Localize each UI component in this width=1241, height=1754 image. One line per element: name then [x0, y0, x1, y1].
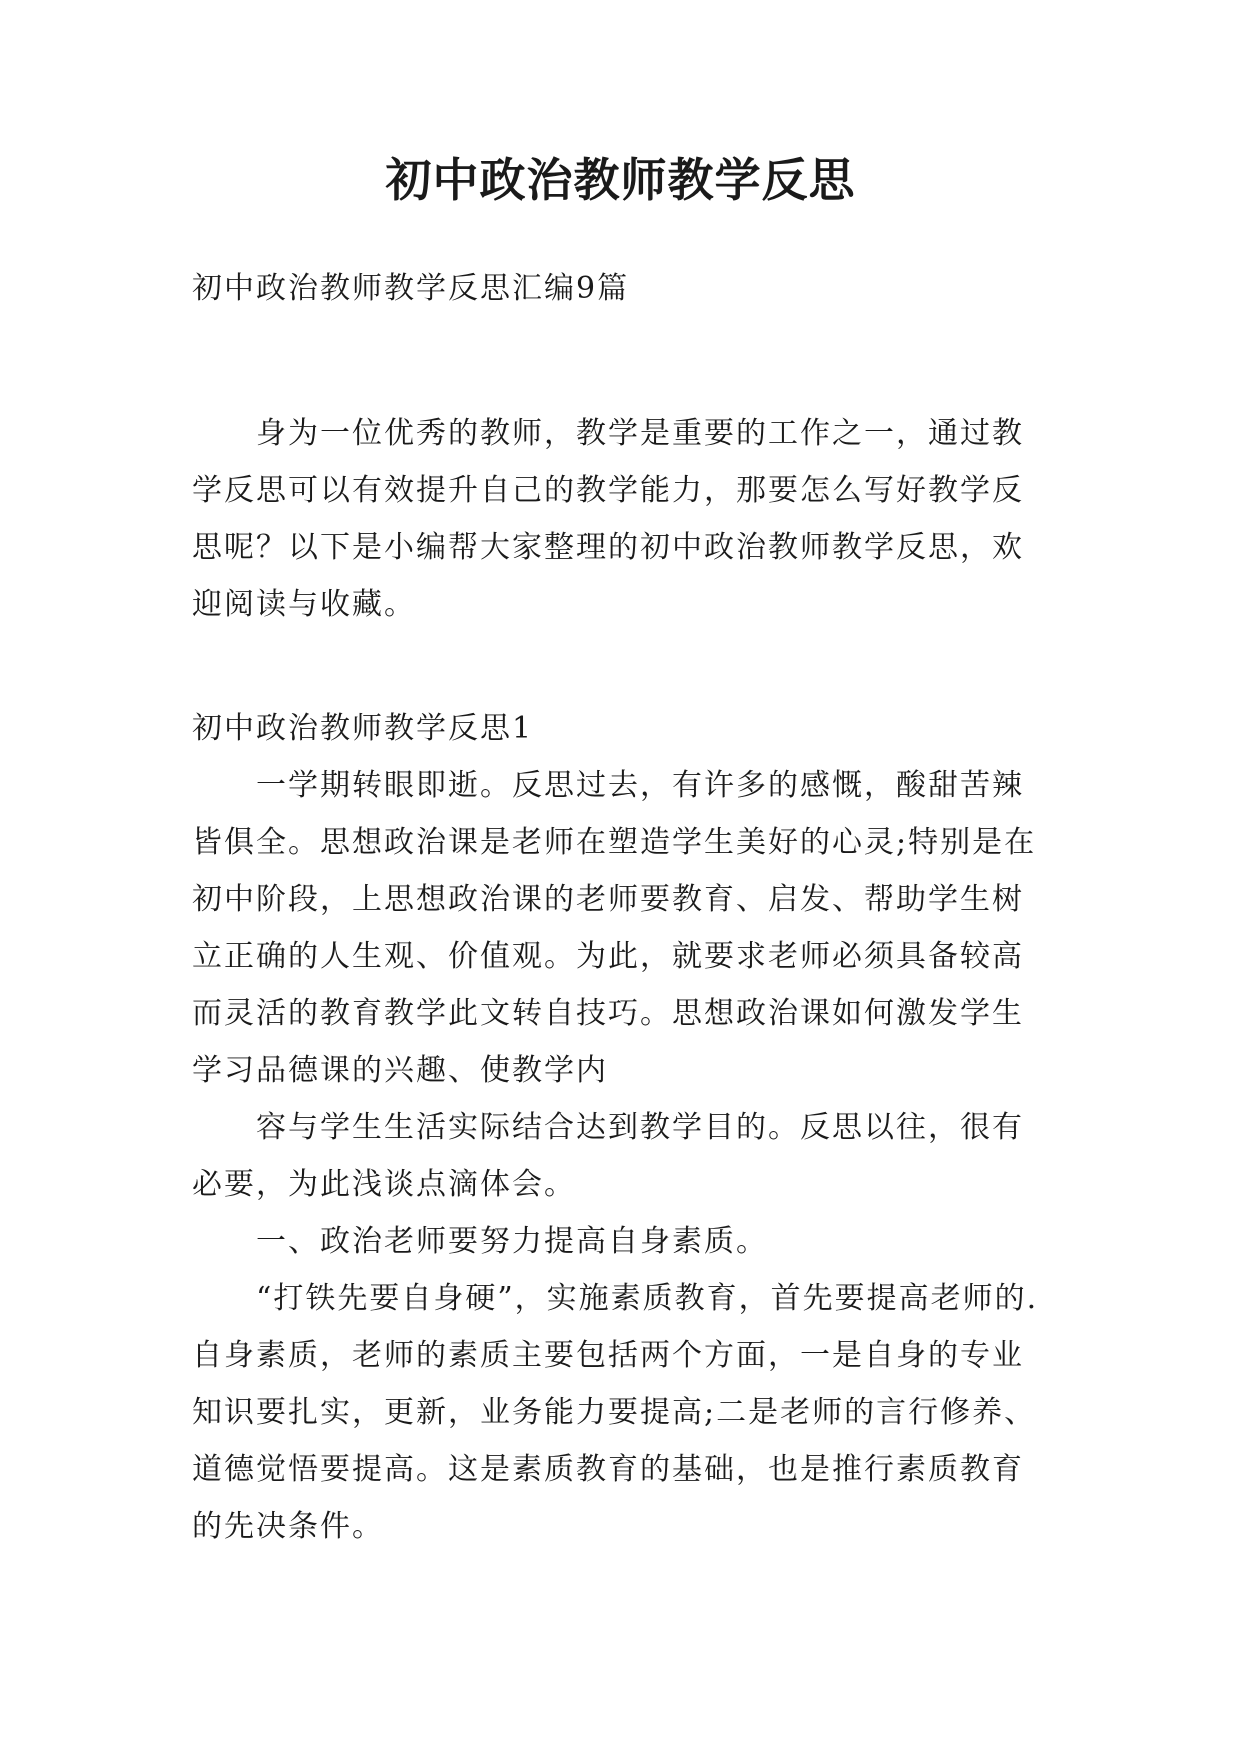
document-title: 初中政治教师教学反思: [385, 153, 856, 207]
document-subtitle: [192, 260, 1052, 317]
intro-paragraph: 身为一位优秀的教师，教学是重要的工作之一，通过教学反思可以有效提升自己的教学能力，那要怎么写好教学反思呢？以下是小编帮大家整理的初中政治教师教学反思，欢迎阅读与收藏。: [192, 416, 1024, 622]
subtitle-text: 初中政治教师教学反思汇编9篇: [192, 271, 630, 306]
section-1-paragraph-3: 一、政治老师要努力提高自身素质。: [256, 1224, 768, 1259]
section-1-paragraph-1: 一学期转眼即逝。反思过去，有许多的感慨，酸甜苦辣皆俱全。思想政治课是老师在塑造学生美好的心灵;特别是在初中阶段，上思想政治课的老师要教育、启发、帮助学生树立正确的人生观、价值观。为此，就要求老师必须具备较高而灵活的教育教学此文转自技巧。思想政治课如何激发学生学习品德课的兴趣、使教学内: [192, 768, 1037, 1088]
section-1-paragraph-2: 容与学生生活实际结合达到教学目的。反思以往，很有必要，为此浅谈点滴体会。: [192, 1110, 1024, 1202]
section-1-heading: 初中政治教师教学反思1: [192, 711, 534, 746]
section-1: [192, 700, 1052, 1555]
section-1-paragraph-4: “打铁先要自身硬”，实施素质教育，首先要提高老师的.自身素质，老师的素质主要包括两个方面，一是自身的专业知识要扎实，更新，业务能力要提高;二是老师的言行修养、道德觉悟要提高。这是素质教育的基础，也是推行素质教育的先决条件。: [192, 1281, 1039, 1544]
intro-block: [192, 405, 1052, 633]
